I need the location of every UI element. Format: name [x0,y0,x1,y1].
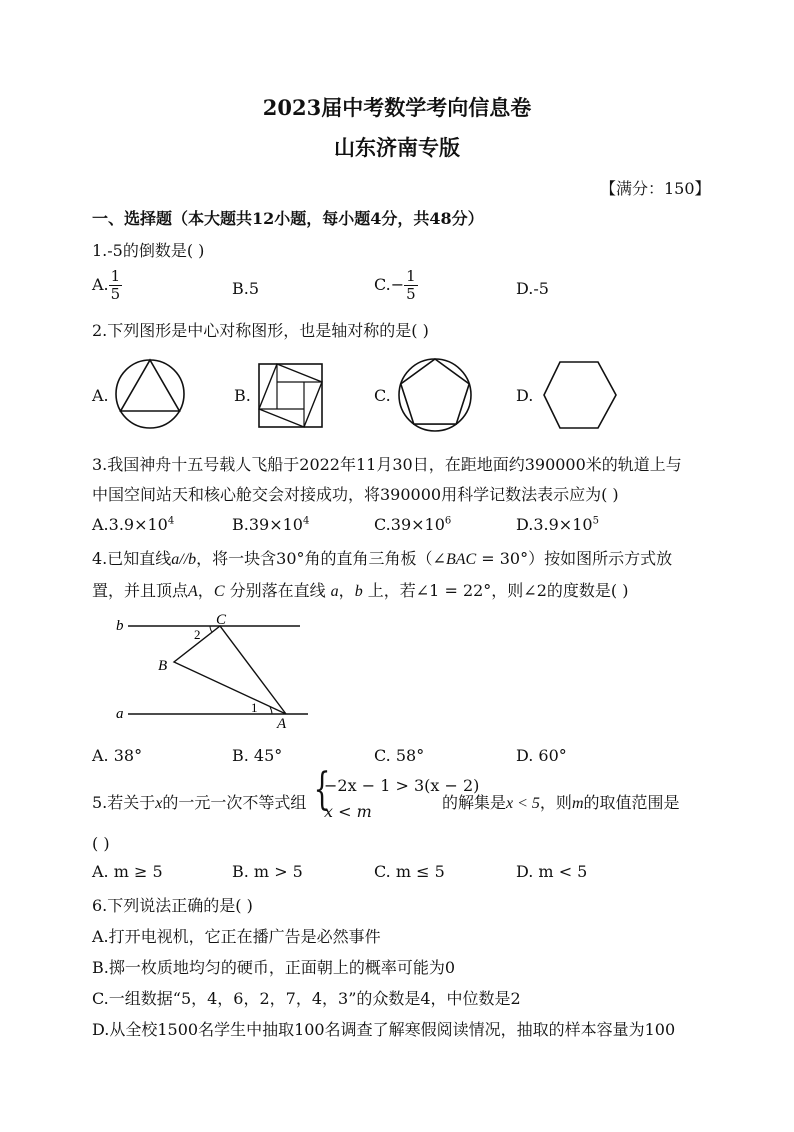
text: 的一元一次不等式组 [162,793,307,812]
q1-option-b: B.5 [232,279,260,298]
math-var: A [188,583,198,600]
option-label: C.− [374,275,405,294]
exponent: 5 [592,515,599,527]
numerator: 1 [406,267,416,285]
q2-label-a: A. [92,386,109,405]
math-var: a [330,583,339,600]
q6-option-a: A.打开电视机，它正在播广告是必然事件 [92,927,381,946]
q4-option-b: B. 45° [232,746,283,765]
q2-label-b: B. [234,386,251,405]
math-var: m [571,795,584,812]
q3-option-d [516,515,599,534]
exam-subtitle: 山东济南专版 [334,135,460,160]
text: ， [197,581,214,600]
label-a: a [116,706,124,722]
text: 的取值范围是 [583,793,680,812]
math-var: a//b [171,551,197,568]
text: ， [338,581,355,600]
q6-option-b: B.掷一枚质地均匀的硬币，正面朝上的概率可能为0 [92,958,456,977]
text: 分别落在直线 [224,581,331,600]
question-5-lead [92,790,306,813]
q4-option-a: A. 38° [92,746,143,765]
text: 置，并且顶点 [92,581,189,600]
label-C: C [216,612,227,628]
q3-option-c [374,515,451,534]
math-var: BAC [445,551,477,568]
option-label: A. [92,275,109,294]
text: 4.已知直线 [92,549,172,568]
inequality-2: x < m [324,802,372,821]
math-var: b [354,583,363,600]
q2-label-d: D. [516,386,534,405]
triangle [174,626,286,714]
hexagon-figure [542,360,618,430]
q6-option-c: C.一组数据“5，4，6，2，7，4，3”的众数是4，中位数是2 [92,989,521,1008]
text: 的解集是 [442,793,507,812]
text: 上，若∠1 = 22°，则∠2的度数是( ) [362,581,629,600]
question-5-tail [442,790,680,813]
angle-1-label: 1 [251,700,258,715]
fraction [109,268,123,303]
option-text: A.3.9×10 [92,515,168,534]
text: ，则 [539,793,572,812]
exponent: 6 [444,515,452,527]
exponent: 4 [167,515,175,527]
denominator: 5 [110,285,121,303]
question-3-line1: 3.我国神舟十五号载人飞船于2022年11月30日，在距地面约390000米的轨道上与 [92,455,682,474]
text: = 30°）按如图所示方式放 [476,549,673,568]
fraction [404,268,418,303]
math-var: C [213,583,225,600]
q3-option-a [92,515,174,534]
circle-pentagon-figure [397,357,473,433]
q6-option-d: D.从全校1500名学生中抽取100名调查了解寒假阅读情况，抽取的样本容量为100 [92,1020,676,1039]
square-figure [257,362,325,430]
q1-option-d: D.-5 [516,279,549,298]
option-text: D.3.9×10 [516,515,593,534]
exponent: 4 [302,515,310,527]
q1-option-c [374,268,418,303]
q5-option-b: B. m > 5 [232,862,303,881]
full-marks: 【满分：150】 [600,179,711,198]
question-3-line2: 中国空间站天和核心舱交会对接成功，将390000用科学记数法表示应为( ) [92,485,619,504]
option-text: B.39×10 [232,515,303,534]
q4-option-d: D. 60° [516,746,567,765]
question-4-line1 [92,546,672,569]
label-B: B [158,658,168,674]
math-var: x < 5 [506,795,540,812]
exam-title: 2023届中考数学考向信息卷 [262,95,532,120]
angle-2-label: 2 [194,627,201,642]
denominator: 5 [406,285,416,303]
q1-option-a [92,268,122,303]
circle-triangle-figure [114,358,186,430]
option-text: C.39×10 [374,515,445,534]
question-5-paren: ( ) [92,834,110,853]
text: 5.若关于 [92,793,156,812]
q2-label-c: C. [374,386,391,405]
q5-option-a: A. m ≥ 5 [92,862,163,881]
question-6-stem: 6.下列说法正确的是( ) [92,896,253,915]
label-A: A [277,716,287,732]
q4-option-c: C. 58° [374,746,425,765]
q3-option-b [232,515,309,534]
parallel-lines-triangle-figure [110,608,320,732]
system-brace: { [313,764,331,815]
q5-option-d: D. m < 5 [516,862,588,881]
q5-option-c: C. m ≤ 5 [374,862,445,881]
math-var: x [155,795,163,812]
question-4-line2 [92,578,628,601]
numerator: 1 [110,267,121,285]
question-1-stem: 1.-5的倒数是( ) [92,241,205,260]
text: ，将一块含30°角的直角三角板（∠ [196,549,446,568]
question-2-stem: 2.下列图形是中心对称图形，也是轴对称的是( ) [92,321,429,340]
label-b: b [116,618,124,634]
inequality-1: −2x − 1 > 3(x − 2) [324,776,480,795]
section-heading: 一、选择题（本大题共12小题，每小题4分，共48分） [92,209,484,228]
